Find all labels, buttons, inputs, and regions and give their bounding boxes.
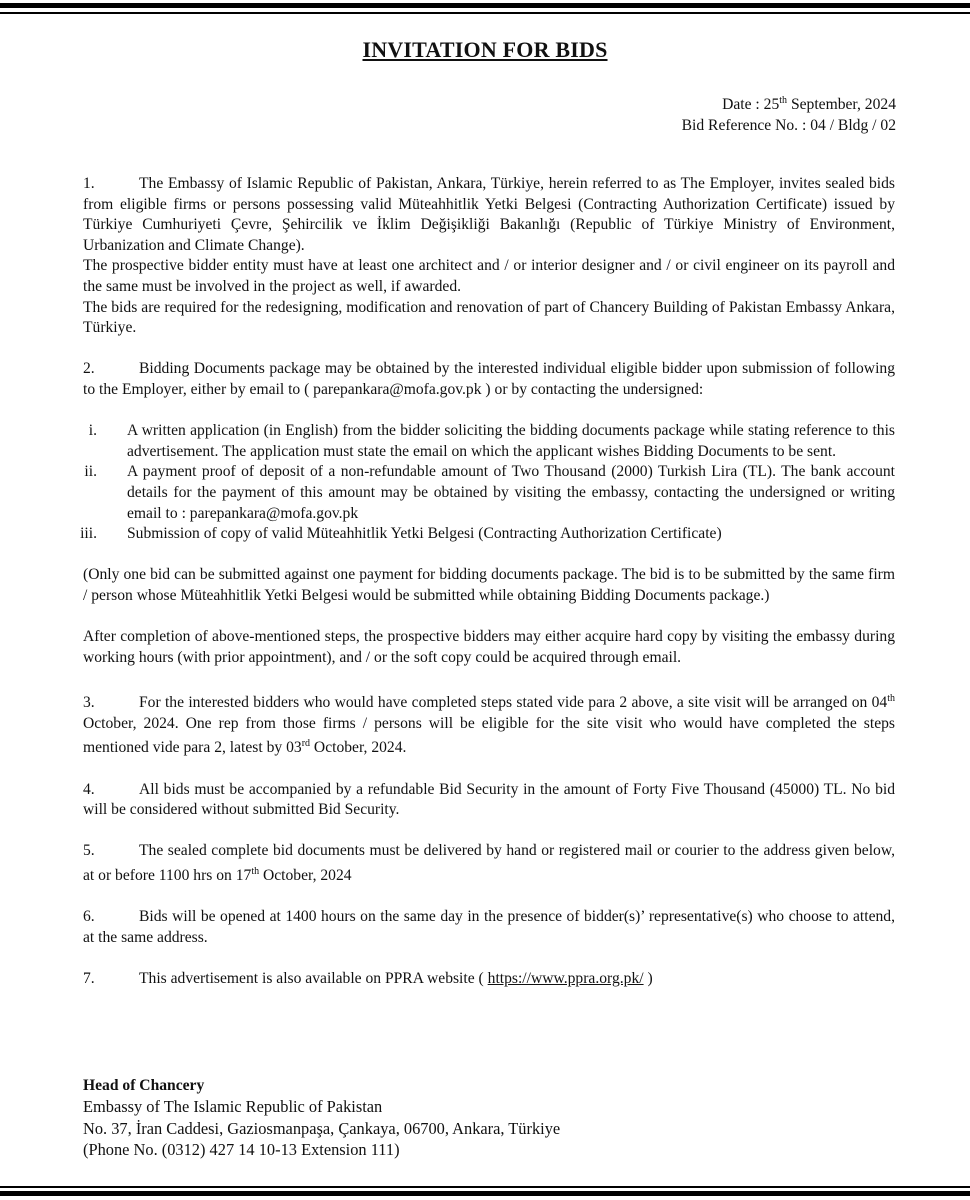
signature-line-3: (Phone No. (0312) 427 14 10-13 Extension 111) bbox=[83, 1139, 400, 1159]
paragraph-2: 2. Bidding Documents package may be obtained by the interested individual eligible bidder upon submission of following to the Employer, either by email to ( parepankara@mofa.gov.pk ) or by contacting the undersigned: bbox=[83, 360, 895, 398]
paragraph-3: 3. For the interested bidders who would have completed steps stated vide para 2 above, a site visit will be arranged on 04th October, 2024. One rep from those firms / persons will be eligible for the site visit who would have completed the steps mentioned vide para 2, latest by 03rd October, 2024. bbox=[83, 692, 895, 757]
signatory-title: Head of Chancery bbox=[83, 1077, 205, 1094]
list-item: iii. Submission of copy of valid Müteahhitlik Yetki Belgesi (Contracting Authorization Certificate) bbox=[80, 525, 722, 543]
list-item: i. A written application (in English) from the bidder soliciting the bidding documents package while stating reference to this advertisement. The application must state the email on which the applicant wishes Bidding Documents to be sent. bbox=[88, 422, 895, 460]
top-border-thick bbox=[0, 3, 970, 8]
document-body bbox=[80, 174, 895, 990]
paragraph-2-note: (Only one bid can be submitted against one payment for bidding documents package. The bid is to be submitted by the same firm / person whose Müteahhitlik Yetki Belgesi would be submitted while obtaining Bidding Documents package.) bbox=[83, 566, 895, 604]
list-item: ii. A payment proof of deposit of a non-refundable amount of Two Thousand (2000) Turkish Lira (TL). The bank account details for the payment of this amount may be obtained by visiting the embassy, contacting the undersigned or writing email to : parepankara@mofa.gov.pk bbox=[84, 463, 895, 522]
paragraph-7: 7. This advertisement is also available on PPRA website ( https://www.ppra.org.pk/ ) bbox=[83, 970, 653, 988]
bottom-border-thin bbox=[0, 1186, 970, 1188]
paragraph-5: 5. The sealed complete bid documents must be delivered by hand or registered mail or courier to the address given below, at or before 1100 hrs on 17th October, 2024 bbox=[83, 842, 895, 885]
top-border-thin bbox=[0, 12, 970, 14]
signature-block bbox=[83, 1074, 560, 1160]
ppra-website-link[interactable]: https://www.ppra.org.pk/ bbox=[487, 970, 644, 988]
paragraph-1-c: The bids are required for the redesigning, modification and renovation of part of Chancery Building of Pakistan Embassy Ankara, Türkiye. bbox=[83, 298, 895, 337]
bid-reference: Bid Reference No. : 04 / Bldg / 02 bbox=[681, 117, 896, 135]
requirements-list bbox=[80, 421, 895, 545]
bottom-border-thick bbox=[0, 1191, 970, 1196]
document-title: INVITATION FOR BIDS bbox=[362, 37, 608, 62]
paragraph-6: 6. Bids will be opened at 1400 hours on the same day in the presence of bidder(s)’ representative(s) who choose to attend, at the same address. bbox=[83, 908, 895, 946]
date-line: Date : 25th September, 2024 bbox=[722, 95, 896, 114]
document-meta bbox=[682, 90, 896, 136]
paragraph-1: 1. The Embassy of Islamic Republic of Pakistan, Ankara, Türkiye, herein referred to as The Employer, invites sealed bids from eligible firms or persons possessing valid Müteahhitlik Yetki Belgesi (Contracting Authorization Certificate) issued by Türkiye Cumhuriyeti Çevre, Şehircilik ve İklim Değişikliği Bakanlığı (Republic of Türkiye Ministry of Environment, Urbanization and Climate Change). bbox=[83, 175, 895, 254]
paragraph-1-b: The prospective bidder entity must have at least one architect and / or interior designer and / or civil engineer on its payroll and the same must be involved in the project as well, if awarded. bbox=[83, 257, 895, 295]
signature-line-1: Embassy of The Islamic Republic of Pakistan bbox=[83, 1097, 383, 1117]
paragraph-4: 4. All bids must be accompanied by a refundable Bid Security in the amount of Forty Five Thousand (45000) TL. No bid will be considered without submitted Bid Security. bbox=[83, 780, 895, 819]
signature-line-2: No. 37, İran Caddesi, Gaziosmanpaşa, Çankaya, 06700, Ankara, Türkiye bbox=[83, 1118, 561, 1138]
paragraph-2-after: After completion of above-mentioned steps, the prospective bidders may either acquire hard copy by visiting the embassy during working hours (with prior appointment), and / or the soft copy could be acquired through email. bbox=[83, 628, 895, 666]
